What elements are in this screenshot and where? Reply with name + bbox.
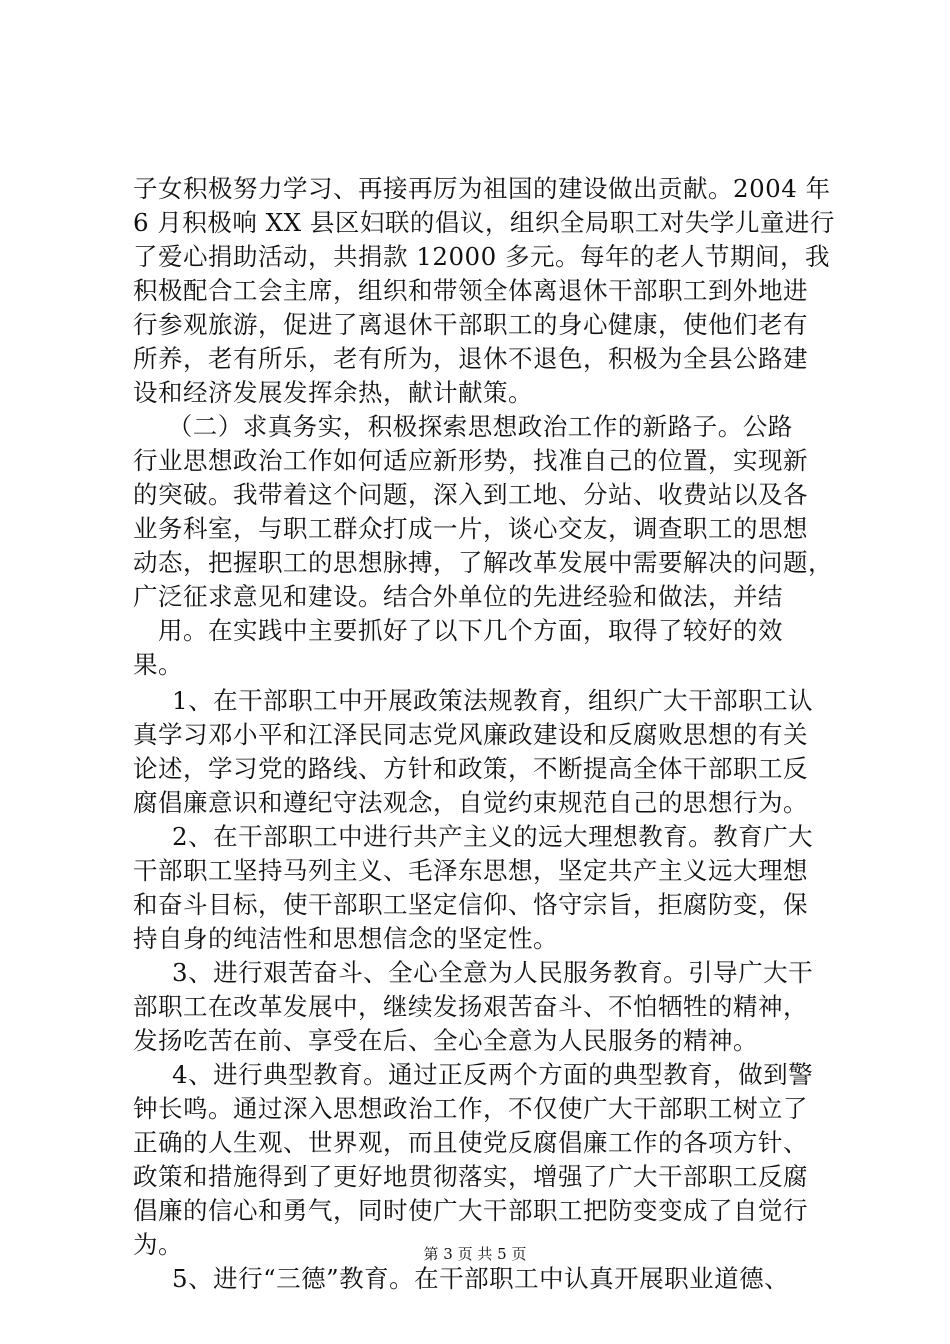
- text-line: 倡廉的信心和勇气，同时使广大干部职工把防变变成了自觉行: [133, 1196, 808, 1225]
- text-line: 积极配合工会主席，组织和带领全体离退休干部职工到外地进: [133, 276, 808, 305]
- text-line: 3、进行艰苦奋斗、全心全意为人民服务教育。引导广大干: [147, 958, 814, 987]
- text-line: 干部职工坚持马列主义、毛泽东思想，坚定共产主义远大理想: [133, 856, 808, 885]
- text-line: 所养，老有所乐，老有所为，退休不退色，积极为全县公路建: [133, 344, 808, 373]
- text-line: 6 月积极响 XX 县区妇联的倡议，组织全局职工对失学儿童进行: [133, 208, 835, 237]
- text-line: 发扬吃苦在前、享受在后、全心全意为人民服务的精神。: [133, 1026, 758, 1055]
- text-line: 4、进行典型教育。通过正反两个方面的典型教育，做到警: [147, 1060, 814, 1089]
- text-line: 腐倡廉意识和遵纪守法观念，自觉约束规范自己的思想行为。: [133, 788, 808, 817]
- text-line: 子女积极努力学习、再接再厉为祖国的建设做出贡献。2004 年: [133, 174, 831, 203]
- text-line: 正确的人生观、世界观，而且使党反腐倡廉工作的各项方针、: [133, 1128, 808, 1157]
- text-line: 真学习邓小平和江泽民同志党风廉政建设和反腐败思想的有关: [133, 720, 808, 749]
- text-line: 论述，学习党的路线、方针和政策，不断提高全体干部职工反: [133, 754, 808, 783]
- text-line: 持自身的纯洁性和思想信念的坚定性。: [133, 924, 558, 953]
- text-line: 1、在干部职工中开展政策法规教育，组织广大干部职工认: [147, 686, 814, 715]
- text-line: 部职工在改革发展中，继续发扬艰苦奋斗、不怕牺牲的精神，: [133, 992, 808, 1021]
- text-line: 设和经济发展发挥余热，献计献策。: [133, 378, 533, 407]
- text-line: （二）求真务实，积极探索思想政治工作的新路子。公路: [155, 412, 793, 441]
- text-line: 2、在干部职工中进行共产主义的远大理想教育。教育广大: [147, 822, 814, 851]
- text-line: 行参观旅游，促进了离退休干部职工的身心健康，使他们老有: [133, 310, 808, 339]
- text-line: 的突破。我带着这个问题，深入到工地、分站、收费站以及各: [133, 480, 808, 509]
- text-line: 钟长鸣。通过深入思想政治工作，不仅使广大干部职工树立了: [133, 1094, 808, 1123]
- text-line: 行业思想政治工作如何适应新形势，找准自己的位置，实现新: [133, 446, 808, 475]
- text-line: 和奋斗目标，使干部职工坚定信仰、恪守宗旨，拒腐防变，保: [133, 890, 808, 919]
- page-number-footer: 第 3 页 共 5 页: [423, 1245, 527, 1263]
- text-line: 5、进行“三德”教育。在干部职工中认真开展职业道德、: [147, 1264, 790, 1293]
- text-line: 为。: [133, 1230, 183, 1259]
- text-line: 业务科室，与职工群众打成一片，谈心交友，调查职工的思想: [133, 514, 808, 543]
- text-line: 用。在实践中主要抓好了以下几个方面，取得了较好的效: [133, 616, 783, 645]
- text-line: 广泛征求意见和建设。结合外单位的先进经验和做法，并结: [133, 582, 783, 611]
- text-line: 果。: [133, 650, 183, 679]
- text-line: 动态，把握职工的思想脉搏，了解改革发展中需要解决的问题，: [133, 548, 833, 577]
- text-line: 了爱心捐助活动，共捐款 12000 多元。每年的老人节期间，我: [133, 242, 831, 271]
- text-line: 政策和措施得到了更好地贯彻落实，增强了广大干部职工反腐: [133, 1162, 808, 1191]
